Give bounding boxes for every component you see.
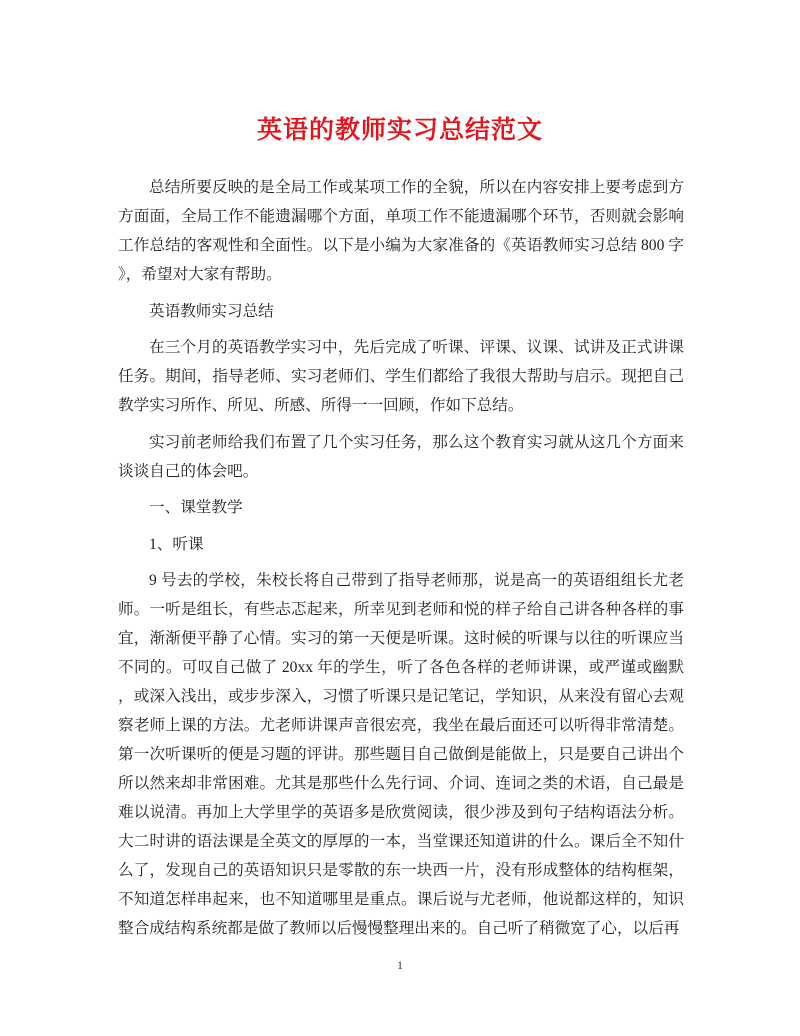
text-line: 1、听课 — [149, 535, 204, 553]
text-line: 宜，渐渐便平静了心情。实习的第一天便是听课。这时候的听课与以往的听课应当 — [118, 630, 684, 647]
paragraph — [118, 428, 684, 486]
paragraph — [118, 530, 684, 559]
page-number: 1 — [397, 958, 403, 972]
paragraph — [118, 333, 684, 420]
text-line: 师。一听是组长，有些忐忑起来，所幸见到老师和悦的样子给自己讲各种各样的事 — [118, 601, 684, 618]
text-line: 不同的。可叹自己做了 20xx 年的学生，听了各色各样的老师讲课，或严谨或幽默 — [118, 659, 684, 676]
paragraph — [118, 493, 684, 522]
text-line: 谈谈自己的体会吧。 — [118, 462, 259, 480]
text-line: 察老师上课的方法。尤老师讲课声音很宏亮，我坐在最后面还可以听得非常清楚。 — [118, 717, 684, 734]
text-line: 教学实习所作、所见、所感、所得一一回顾，作如下总结。 — [118, 397, 524, 414]
text-line: 任务。期间，指导老师、实习老师们、学生们都给了我很大帮助与启示。现把自己 — [118, 368, 684, 385]
text-line: 么了，发现自己的英语知识只是零散的东一块西一片，没有形成整体的结构框架， — [118, 862, 684, 879]
text-line: 所以然来却非常困难。尤其是那些什么先行词、介词、连词之类的术语，自己最是 — [118, 775, 684, 792]
paragraph — [118, 297, 684, 326]
text-line: 》，希望对大家有帮助。 — [118, 266, 282, 283]
text-line: 第一次听课听的便是习题的评讲。那些题目自己做倒是能做上，只是要自己讲出个 — [118, 746, 684, 763]
text-line: 在三个月的英语教学实习中，先后完成了听课、评课、议课、试讲及正式讲课 — [149, 339, 684, 356]
text-line: 9 号去的学校，朱校长将自己带到了指导老师那，说是高一的英语组组长尤老 — [149, 572, 684, 589]
document-body — [118, 173, 684, 951]
text-line: 英语教师实习总结 — [149, 302, 274, 320]
text-line: 实习前老师给我们布置了几个实习任务，那么这个教育实习就从这几个方面来 — [149, 433, 684, 451]
text-line: 整合成结构系统都是做了教师以后慢慢整理出来的。自己听了稍微宽了心，以后再 — [118, 920, 680, 937]
text-line: 大二时讲的语法课是全英文的厚厚的一本，当堂课还知道讲的什么。课后全不知什 — [118, 833, 684, 850]
paragraph — [118, 566, 684, 943]
text-line: 总结所要反映的是全局工作或某项工作的全貌，所以在内容安排上要考虑到方 — [149, 179, 684, 196]
text-line: 工作总结的客观性和全面性。以下是小编为大家准备的《英语教师实习总结 800 字 — [118, 237, 684, 254]
text-line: 方面面，全局工作不能遗漏哪个方面，单项工作不能遗漏哪个环节，否则就会影响 — [118, 208, 684, 225]
text-line: 难以说清。再加上大学里学的英语多是欣赏阅读，很少涉及到句子结构语法分析。 — [118, 804, 684, 821]
paragraph — [118, 173, 684, 289]
text-line: 不知道怎样串起来，也不知道哪里是重点。课后说与尤老师，他说都这样的，知识 — [118, 891, 684, 908]
text-line: ，或深入浅出，或步步深入，习惯了听课只是记笔记，学知识，从来没有留心去观 — [118, 688, 684, 705]
document-title: 英语的教师实习总结范文 — [256, 117, 543, 144]
text-line: 一、课堂教学 — [149, 499, 243, 516]
